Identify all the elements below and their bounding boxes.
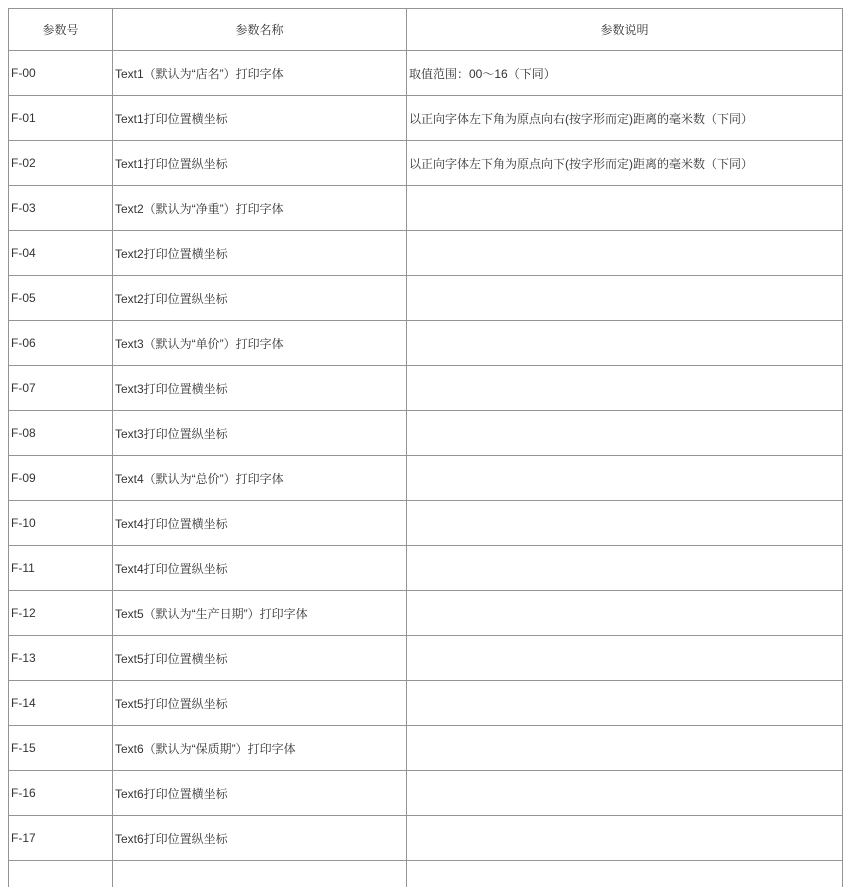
param-name-cell: Text1（默认为“店名”）打印字体: [113, 51, 407, 96]
parameter-table: [8, 8, 843, 887]
table-row: [9, 591, 843, 636]
param-desc-cell: [407, 366, 843, 411]
table-row: [9, 456, 843, 501]
param-id-cell: F-12: [9, 591, 113, 636]
param-name-cell: Text1打印位置纵坐标: [113, 141, 407, 186]
param-id-cell: F-10: [9, 501, 113, 546]
param-name-cell: Text6（默认为“保质期”）打印字体: [113, 726, 407, 771]
param-id-cell: F-04: [9, 231, 113, 276]
param-name-cell: Text2打印位置横坐标: [113, 231, 407, 276]
param-name-cell: Text2打印位置纵坐标: [113, 276, 407, 321]
table-row: [9, 501, 843, 546]
header-param-desc: 参数说明: [407, 9, 843, 51]
param-desc-cell: [407, 186, 843, 231]
param-name-cell: [113, 861, 407, 887]
header-param-id: 参数号: [9, 9, 113, 51]
table-header: [9, 9, 843, 51]
param-desc-cell: [407, 861, 843, 887]
param-id-cell: F-14: [9, 681, 113, 726]
param-desc-cell: 以正向字体左下角为原点向下(按字形而定)距离的毫米数（下同）: [407, 141, 843, 186]
param-id-cell: F-06: [9, 321, 113, 366]
table-row: [9, 141, 843, 186]
param-desc-cell: [407, 321, 843, 366]
param-desc-cell: 取值范围：00～16（下同）: [407, 51, 843, 96]
table-row: [9, 276, 843, 321]
table-row: [9, 726, 843, 771]
param-name-cell: Text6打印位置纵坐标: [113, 816, 407, 861]
param-name-cell: Text3打印位置纵坐标: [113, 411, 407, 456]
param-id-cell: F-00: [9, 51, 113, 96]
param-desc-cell: [407, 501, 843, 546]
table-row: [9, 816, 843, 861]
param-name-cell: Text4（默认为“总价”）打印字体: [113, 456, 407, 501]
param-name-cell: Text4打印位置纵坐标: [113, 546, 407, 591]
param-name-cell: Text5打印位置横坐标: [113, 636, 407, 681]
param-id-cell: F-13: [9, 636, 113, 681]
param-id-cell: F-01: [9, 96, 113, 141]
param-desc-cell: 以正向字体左下角为原点向右(按字形而定)距离的毫米数（下同）: [407, 96, 843, 141]
param-desc-cell: [407, 276, 843, 321]
param-name-cell: Text5打印位置纵坐标: [113, 681, 407, 726]
param-id-cell: F-05: [9, 276, 113, 321]
table-row: [9, 186, 843, 231]
table-row: [9, 636, 843, 681]
param-name-cell: Text3打印位置横坐标: [113, 366, 407, 411]
param-desc-cell: [407, 456, 843, 501]
param-id-cell: F-16: [9, 771, 113, 816]
param-id-cell: [9, 861, 113, 887]
param-desc-cell: [407, 771, 843, 816]
param-desc-cell: [407, 726, 843, 771]
table-row: [9, 231, 843, 276]
table-row: [9, 321, 843, 366]
param-desc-cell: [407, 591, 843, 636]
param-id-cell: F-15: [9, 726, 113, 771]
table-row: [9, 771, 843, 816]
param-name-cell: Text4打印位置横坐标: [113, 501, 407, 546]
param-desc-cell: [407, 636, 843, 681]
table-row-partial: [9, 861, 843, 887]
param-desc-cell: [407, 231, 843, 276]
header-row: [9, 9, 843, 51]
table-row: [9, 411, 843, 456]
header-param-name: 参数名称: [113, 9, 407, 51]
table-row: [9, 366, 843, 411]
table-row: [9, 51, 843, 96]
param-desc-cell: [407, 411, 843, 456]
param-desc-cell: [407, 816, 843, 861]
param-desc-cell: [407, 546, 843, 591]
param-id-cell: F-11: [9, 546, 113, 591]
table-row: [9, 96, 843, 141]
param-id-cell: F-02: [9, 141, 113, 186]
table-body: [9, 51, 843, 887]
param-id-cell: F-03: [9, 186, 113, 231]
param-name-cell: Text3（默认为“单价”）打印字体: [113, 321, 407, 366]
param-id-cell: F-17: [9, 816, 113, 861]
param-id-cell: F-09: [9, 456, 113, 501]
param-name-cell: Text2（默认为“净重”）打印字体: [113, 186, 407, 231]
param-id-cell: F-07: [9, 366, 113, 411]
param-name-cell: Text6打印位置横坐标: [113, 771, 407, 816]
param-name-cell: Text1打印位置横坐标: [113, 96, 407, 141]
param-name-cell: Text5（默认为“生产日期”）打印字体: [113, 591, 407, 636]
table-row: [9, 546, 843, 591]
param-id-cell: F-08: [9, 411, 113, 456]
table-row: [9, 681, 843, 726]
param-desc-cell: [407, 681, 843, 726]
